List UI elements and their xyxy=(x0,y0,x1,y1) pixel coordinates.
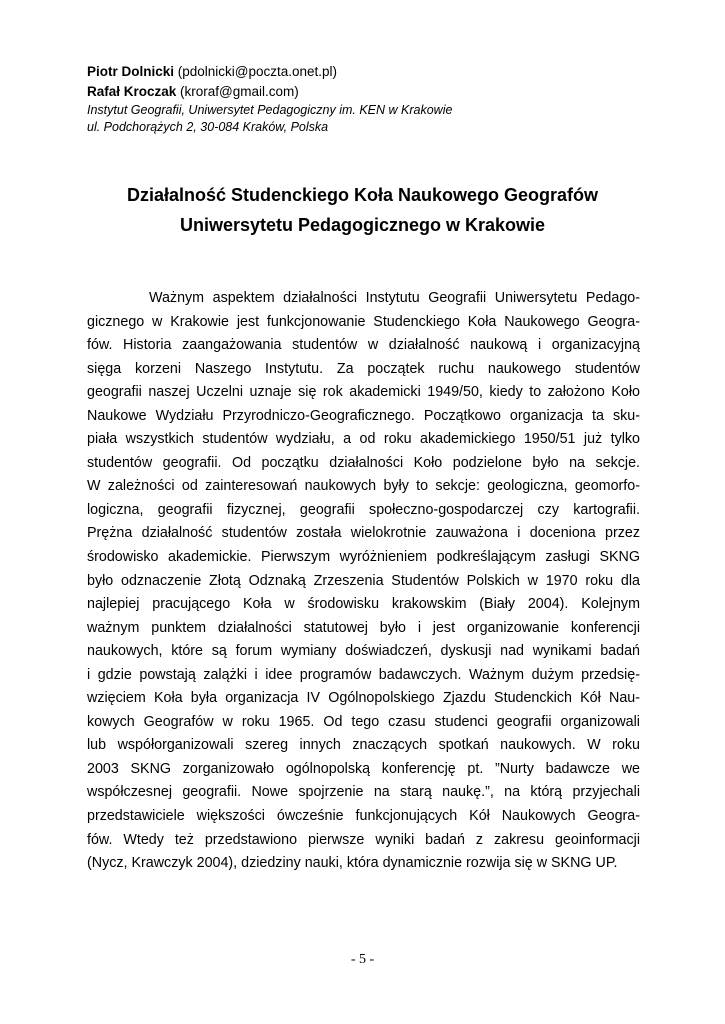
body-line: logiczna, geografii fizycznej, geografii społeczno-gospodarczej czy kartografii. xyxy=(87,501,640,518)
body-line: naukowych, które są forum wymiany doświadczeń, dyskusji nad wynikami badań xyxy=(87,643,640,660)
body-line: i gdzie powstają zalążki i idee programów badawczych. Ważnym dużym przedsię- xyxy=(87,666,640,683)
author-block xyxy=(87,62,647,136)
body-line: piała wszystkich studentów wydziału, a od roku akademickiego 1950/51 już tylko xyxy=(87,431,640,448)
body-line: W zależności od zainteresowań naukowych były to sekcje: geologiczna, geomorfo- xyxy=(87,478,640,495)
body-line: wzięciem Koła była organizacja IV Ogólnopolskiego Zjazdu Studenckich Kół Nau- xyxy=(87,690,640,707)
body-line: było odznaczenie Złotą Odznaką Zrzeszenia Studentów Polskich w 1970 roku dla xyxy=(87,572,640,589)
body-paragraph xyxy=(87,287,640,876)
body-line: przedstawiciele większości ówcześnie funkcjonujących Kół Naukowych Geogra- xyxy=(87,808,640,825)
title-line-2: Uniwersytetu Pedagogicznego w Krakowie xyxy=(179,215,546,235)
body-line: Ważnym aspektem działalności Instytutu Geografii Uniwersytetu Pedago- xyxy=(149,290,640,306)
title-line-1: Działalność Studenckiego Koła Naukowego Geografów xyxy=(126,185,599,205)
document-title xyxy=(60,180,665,240)
author-1-email: (pdolnicki@poczta.onet.pl) xyxy=(174,64,338,79)
body-line: najlepiej pracującego Koła w środowisku krakowskim (Biały 2004). Kolejnym xyxy=(87,596,640,613)
body-line: (Nycz, Krawczyk 2004), dziedziny nauki, która dynamicznie rozwija się w SKNG UP. xyxy=(87,855,618,872)
author-2-name: Rafał Kroczak xyxy=(87,84,177,99)
author-2-email: (kroraf@gmail.com) xyxy=(176,84,299,99)
body-line: studentów geografii. Od początku działalności Koło podzielone było na sekcje. xyxy=(87,454,640,471)
body-line: fów. Historia zaangażowania studentów w działalność naukową i organizacyjną xyxy=(87,337,640,354)
author-2 xyxy=(87,82,647,102)
body-line: 2003 SKNG zorganizowało ogólnopolską konferencję pt. ”Nurty badawcze we xyxy=(87,760,640,777)
body-line: Prężna działalność studentów została wielokrotnie zauważona i doceniona przez xyxy=(87,525,640,542)
body-line: współczesnej geografii. Nowe spojrzenie na starą naukę.”, na którą przyjechali xyxy=(87,784,640,801)
body-line: środowisko akademickie. Pierwszym wyróżnieniem podkreślającym zasługi SKNG xyxy=(87,549,640,566)
affiliation-address: ul. Podchorążych 2, 30-084 Kraków, Polska xyxy=(87,120,329,134)
body-line: lub współorganizowali szereg innych znaczących spotkań naukowych. W roku xyxy=(87,737,640,754)
body-line: Naukowe Wydziału Przyrodniczo-Geograficznego. Początkowo organizacja ta sku- xyxy=(87,407,640,424)
page-number: - 5 - xyxy=(350,952,375,967)
body-line: geografii naszej Uczelni uznaje się rok akademicki 1949/50, kiedy to założono Koło xyxy=(87,384,640,401)
body-line: fów. Wtedy też przedstawiono pierwsze wyniki badań z zakresu geoinformacji xyxy=(87,831,640,848)
author-1 xyxy=(87,62,647,82)
body-line: gicznego w Krakowie jest funkcjonowanie Studenckiego Koła Naukowego Geogra- xyxy=(87,313,640,330)
body-line: ważnym punktem działalności statutowej było i jest organizowanie konferencji xyxy=(87,619,640,636)
body-line: sięga korzeni Naszego Instytutu. Za początek ruchu naukowego studentów xyxy=(87,360,640,377)
body-line: kowych Geografów w roku 1965. Od tego czasu studenci geografii organizowali xyxy=(87,713,640,730)
author-1-name: Piotr Dolnicki xyxy=(87,64,175,79)
affiliation-institution: Instytut Geografii, Uniwersytet Pedagogiczny im. KEN w Krakowie xyxy=(87,103,453,117)
